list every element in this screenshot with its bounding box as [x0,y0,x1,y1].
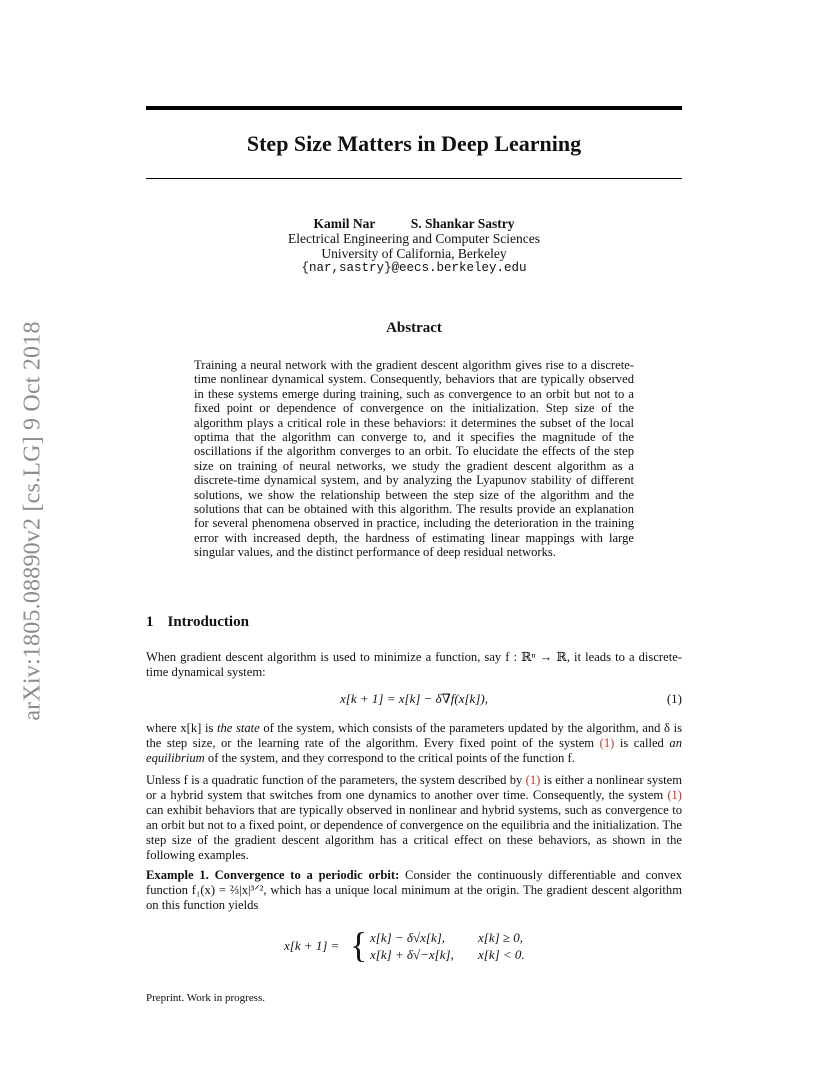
footer-note: Preprint. Work in progress. [146,992,265,1004]
equation-ref-link[interactable]: (1) [599,736,615,750]
top-rule [146,106,682,110]
author-email[interactable]: {nar,sastry}@eecs.berkeley.edu [301,261,527,275]
piecewise-row-1: x[k] − δ√x[k], [370,930,446,945]
author-1: Kamil Nar [313,216,376,231]
abstract-text: Training a neural network with the gradient descent algorithm gives rise to a discrete-time nonlinear dynamical system. Consequently, behaviors that are typically observed in these systems emerge during training, such as convergence to an orbit but not to a fixed point or dependence of convergence on the initialization. Step size of the algorithm plays a critical role in these behaviors: it determines the subset of the local optima that the algorithm can converge to, and it specifies the magnitude of the oscillations if the algorithm converges to an orbit. To elucidate the effects of the step size on training of neural networks, we study the gradient descent algorithm as a discrete-time dynamical system, and by analyzing the Lyapunov stability of different solutions, we show the relationship between the step size of the algorithm and the solutions that can be obtained with this algorithm. The results provide an explanation for several phenomena observed in practice, including the deterioration in the training error with increased depth, the hardness of estimating linear mappings with large singular values, and the distinct performance of deep residual networks. [194,358,634,560]
author-univ: University of California, Berkeley [321,246,507,261]
example-1 [146,868,682,913]
p3-text-c: can exhibit behaviors that are typically observed in nonlinear and hybrid systems, such as convergence to an orbit but not to a fixed point, or dependence of convergence on the equilibria and the initialization. The step size of the gradient descent algorithm has a critical effect on these behaviors, as shown in the following examples. [146,803,682,862]
p2-text-d: is called [614,736,670,750]
author-block [146,216,682,276]
equation-ref-link[interactable]: (1) [667,788,682,802]
author-2: S. Shankar Sastry [410,216,515,231]
p2-emph-equilibrium: an equilibrium [146,736,682,765]
p2-text-a: where x[k] is [146,721,217,735]
intro-paragraph-1: When gradient descent algorithm is used to minimize a function, say f : ℝⁿ → ℝ, it leads to a discrete-time dynamical system: [146,650,682,679]
section-heading [146,614,249,631]
abstract-heading: Abstract [386,320,442,336]
p2-emph-state: the state [216,721,260,735]
arxiv-id: arXiv:1805.08890v2 [cs.LG] 9 Oct 2018 [19,321,46,721]
intro-paragraph-2 [146,721,682,766]
equation-ref-link[interactable]: (1) [525,773,541,787]
author-dept: Electrical Engineering and Computer Sciences [288,231,540,246]
equation-1-tag: (1) [666,691,682,706]
author-names [146,216,682,231]
example-1-text: Consider the continuously differentiable and convex function f₁(x) = ⅔|x|³ᐟ², which has a unique local minimum at the origin. The gradient descent algorithm on this function yields [146,868,682,912]
p2-text-f: of the system, and they correspond to the critical points of the function f. [204,751,575,765]
left-brace: { [350,925,368,965]
paper-title: Step Size Matters in Deep Learning [246,131,582,156]
example-1-label: Example 1. Convergence to a periodic orbit: [146,868,400,882]
p2-text-c: of the system, which consists of the parameters updated by the algorithm, and δ is the step size, or the learning rate of the algorithm. Every fixed point of the system [146,721,682,750]
p3-text-b: is either a nonlinear system or a hybrid system that switches from one dynamics to another over time. Consequently, the system [146,773,682,802]
section-number: 1 [146,614,154,630]
piecewise-lhs: x[k + 1] = [284,938,340,953]
title-rule [146,178,682,179]
equation-1-body: x[k + 1] = x[k] − δ∇f(x[k]), [340,691,488,706]
piecewise-cond-2: x[k] < 0. [478,947,525,962]
section-title: Introduction [167,614,249,630]
intro-paragraph-3 [146,773,682,863]
arxiv-sidebar [18,296,48,746]
p3-text-a: Unless f is a quadratic function of the parameters, the system described by [146,773,526,787]
piecewise-row-2: x[k] + δ√−x[k], [370,947,454,962]
piecewise-cond-1: x[k] ≥ 0, [478,930,524,945]
